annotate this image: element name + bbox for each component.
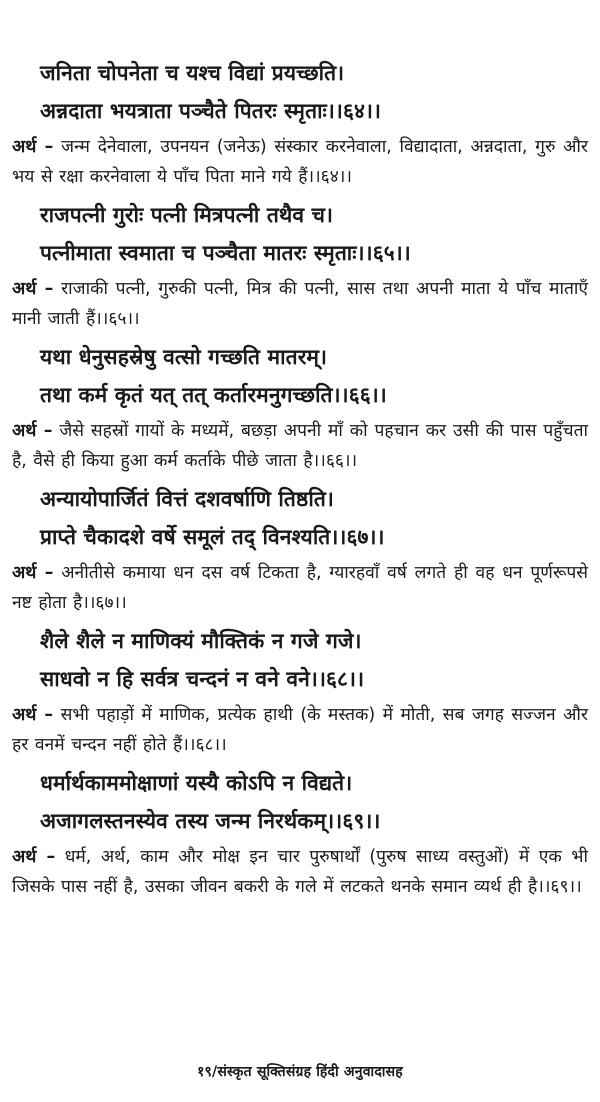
meaning-text: जन्म देनेवाला, उपनयन (जनेऊ) संस्कार करनेवाला, विद्यादाता, अन्नदाता, गुरु और भय से रक्षा करनेवाला ये पाँच पिता माने गये हैं।।६४।। <box>12 137 589 187</box>
hindi-meaning <box>12 274 588 334</box>
sanskrit-verse-line: शैले शैले न माणिक्यं मौक्तिकं न गजे गजे। <box>40 629 362 653</box>
meaning-text: धर्म, अर्थ, काम और मोक्ष इन चार पुरुषार्थों (पुरुष साध्य वस्तुओं) में एक भी जिसके पास नहीं है, उसका जीवन बकरी के गले में लटकते थनके समान व्यर्थ ही है।।६९।। <box>12 847 588 897</box>
sanskrit-verse-line: तथा कर्म कृतं यत् तत् कर्तारमनुगच्छति।।६६।। <box>40 383 387 407</box>
meaning-label: अर्थ – <box>12 421 53 441</box>
meaning-label: अर्थ – <box>12 279 54 299</box>
verse-block-66 <box>12 338 588 476</box>
sanskrit-verse-line: यथा धेनुसहस्रेषु वत्सो गच्छति मातरम्। <box>40 345 328 369</box>
sanskrit-verse-line: पत्नीमाता स्वमाता च पञ्चैता मातरः स्मृताः।।६५।। <box>40 241 411 265</box>
hindi-meaning <box>12 132 588 192</box>
hindi-meaning <box>12 416 588 476</box>
verse-block-69 <box>12 764 588 902</box>
sanskrit-verse-line: प्राप्ते चैकादशे वर्षे समूलं तद् विनश्यति।।६७।। <box>40 525 385 549</box>
meaning-text: सभी पहाड़ों में माणिक, प्रत्येक हाथी (के मस्तक) में मोती, सब जगह सज्जन और हर वनमें चन्दन नहीं होते हैं।।६८।। <box>12 705 588 755</box>
hindi-meaning <box>12 842 588 902</box>
sanskrit-verse-line: अन्यायोपार्जितं वित्तं दशवर्षाणि तिष्ठति। <box>40 487 334 511</box>
meaning-text: राजाकी पत्नी, गुरुकी पत्नी, मित्र की पत्नी, सास तथा अपनी माता ये पाँच माताएँ मानी जाती हैं।।६५।। <box>12 279 588 329</box>
sanskrit-verse-line: अजागलस्तनस्येव तस्य जन्म निरर्थकम्।।६९।। <box>40 809 381 833</box>
sanskrit-verse-line: धर्मार्थकाममोक्षाणां यस्यै कोऽपि न विद्यते। <box>40 771 353 795</box>
meaning-label: अर्थ – <box>12 847 56 867</box>
sanskrit-verse-line: साधवो न हि सर्वत्र चन्दनं न वने वने।।६८।। <box>40 667 365 691</box>
sanskrit-verse-line: अन्नदाता भयत्राता पञ्चैते पितरः स्मृताः।।६४।। <box>40 99 382 123</box>
meaning-label: अर्थ – <box>12 137 54 157</box>
page-footer: १९/संस्कृत सूक्तिसंग्रह हिंदी अनुवादासह <box>197 1064 403 1080</box>
meaning-text: अनीतीसे कमाया धन दस वर्ष टिकता है, ग्यारहवाँ वर्ष लगते ही वह धन पूर्णरूपसे नष्ट होता है।।६७।। <box>12 563 588 613</box>
sanskrit-verse-line: राजपत्नी गुरोः पत्नी मित्रपत्नी तथैव च। <box>40 203 334 227</box>
verse-block-65 <box>12 196 588 334</box>
meaning-label: अर्थ – <box>12 705 54 725</box>
hindi-meaning <box>12 700 588 760</box>
meaning-label: अर्थ – <box>12 563 54 583</box>
sanskrit-verse-line: जनिता चोपनेता च यश्च विद्यां प्रयच्छति। <box>40 61 345 85</box>
verse-block-68 <box>12 622 588 760</box>
hindi-meaning <box>12 558 588 618</box>
meaning-text: जैसे सहस्रों गायों के मध्यमें, बछड़ा अपनी माँ को पहचान कर उसी की पास पहुँचता है, वैसे ही किया हुआ कर्म कर्ताके पीछे जाता है।।६६।। <box>12 421 589 471</box>
verse-block-67 <box>12 480 588 618</box>
verse-block-64 <box>12 54 588 192</box>
